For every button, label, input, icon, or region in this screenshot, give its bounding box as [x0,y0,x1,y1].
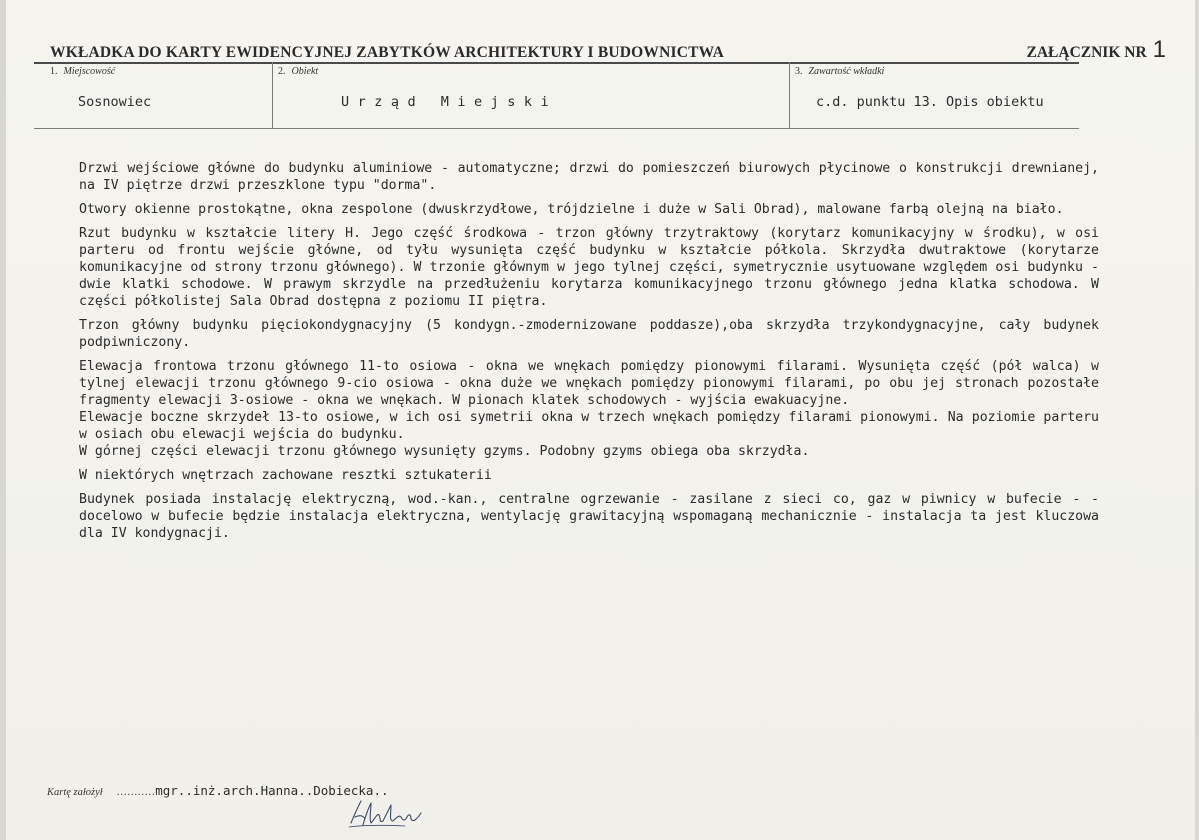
field-divider-2 [789,62,790,129]
field-value-object: Urząd Miejski [341,94,558,110]
card-author-line [47,783,389,799]
paragraph-stucco: W niektórych wnętrzach zachowane resztki sztukaterii [79,468,492,483]
card-author-name: mgr..inż.arch.Hanna..Dobiecka.. [155,783,389,798]
paragraph-installations: Budynek posiada instalację elektryczną, wod.-kan., centralne ogrzewanie - zasilane z sieci co, gaz w piwnicy w bufecie - - docelowo w bufecie będzie instalacja elektryczna, wentylację grawitacyjną wspomaganą mechanicznie - instalacja ta jest kluczowa dla IV kondygnacji. [79,492,1099,541]
paragraph-floor-plan: Rzut budynku w kształcie litery H. Jego część środkowa - trzon główny trzytraktowy (korytarz komunikacyjny w środku), w osi parteru od frontu wejście główne, od tyłu wysunięta część budynku w kształcie półkola. Skrzydła dwutraktowe (korytarze komunikacyjne od strony trzonu głównego). W trzonie głównym w jego tylnej części, symetrycznie usytuowane względem osi budynku - dwie klatki schodowe. W prawym skrzydle na przedłużeniu korytarza komunikacyjnego trzonu głównego jedna klatka schodowa. W części półkolistej Sala Obrad dostępna z poziomu II piętra. [79,226,1099,309]
field-label-locality [50,66,115,77]
scan-edge-left [0,0,6,840]
card-author-dots: ........... [116,784,156,798]
paragraph-side-elevations: Elewacje boczne skrzydeł 13-to osiowe, w ich osi symetrii okna w trzech wnękach pomiędzy filarami pionowymi. Na poziomie parteru w osiach obu elewacji wejścia do budynku. [79,410,1099,442]
field-number: 1. [50,66,58,77]
field-value-locality: Sosnowiec [78,94,152,110]
paragraph-front-elevation: Elewacja frontowa trzonu głównego 11-to osiowa - okna we wnękach pomiędzy pionowymi filarami. Wysunięta część (pół walca) w tylnej elewacji trzonu głównego 9-cio osiowa - okna duże we wnękach pomiędzy pionowymi filarami, po obu jej stronach pozostałe fragmenty elewacji 3-osiowe - okna we wnękach. W pionach klatek schodowych - wyjścia ewakuacyjne. [79,359,1099,408]
field-label-object [278,66,318,77]
card-author-label: Kartę założył [47,787,103,798]
field-number: 3. [795,66,803,77]
field-label-text: Zawartość wkładki [808,66,885,77]
paragraph-doors: Drzwi wejściowe główne do budynku aluminiowe - automatyczne; drzwi do pomieszczeń biurowych płycinowe o konstrukcji drewnianej, na IV piętrze drzwi przeszklone typu "dorma". [79,161,1099,193]
paragraph-cornice: W górnej części elewacji trzonu głównego wysunięty gzyms. Podobny gzyms obiega oba skrzydła. [79,444,810,459]
paragraph-storeys: Trzon główny budynku pięciokondygnacyjny (5 kondygn.-zmodernizowane poddasze),oba skrzydła trzykondygnacyjne, cały budynek podpiwniczony. [79,318,1099,350]
annex-number: 1 [1152,36,1166,63]
field-divider-1 [272,62,273,129]
field-label-text: Obiekt [291,66,319,77]
header-rule [34,62,1079,64]
field-label-text: Miejscowość [63,66,116,77]
field-number: 2. [278,66,286,77]
field-label-insert-content [795,66,884,77]
paragraph-windows: Otwory okienne prostokątne, okna zespolone (dwuskrzydłowe, trójdzielne i duże w Sali Obrad), malowane farbą olejną na biało. [79,202,1064,217]
form-title: WKŁADKA DO KARTY EWIDENCYJNEJ ZABYTKÓW ARCHITEKTURY I BUDOWNICTWA [50,44,725,61]
scan-edge-right [1195,0,1199,840]
fields-bottom-rule [34,128,1079,129]
handwritten-signature [345,795,425,831]
annex-label-block [1027,36,1167,64]
field-value-insert-content: c.d. punktu 13. Opis obiektu [816,94,1044,110]
annex-label: ZAŁĄCZNIK NR [1026,44,1147,61]
description-body [79,160,1099,549]
